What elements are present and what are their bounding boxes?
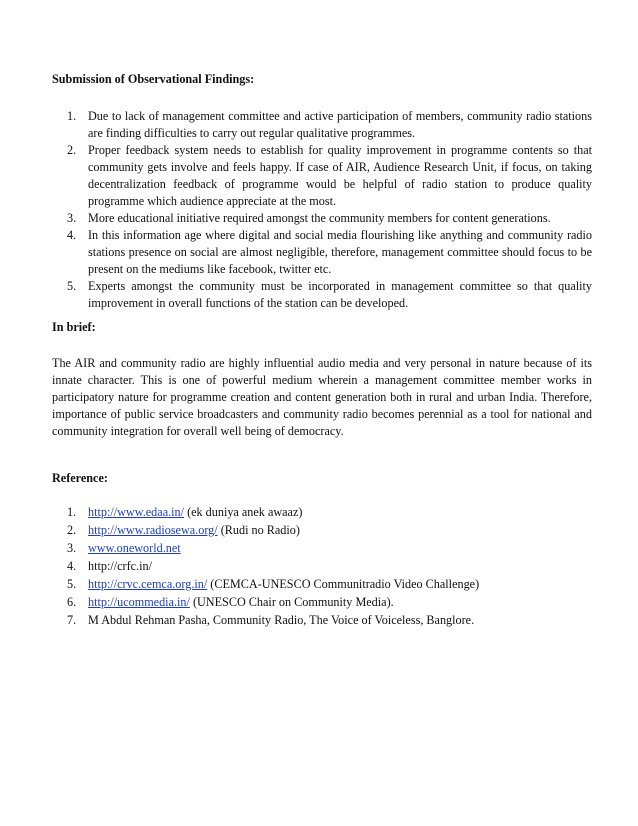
list-number: 6. bbox=[67, 595, 77, 609]
reference-item bbox=[52, 504, 592, 521]
reference-item bbox=[52, 522, 592, 539]
list-item bbox=[52, 227, 592, 278]
list-item-text: In this information age where digital and social media flourishing like anything and community radio stations presence on social are almost negligible, therefore, management committee should focus to be present on the mediums like facebook, twitter etc. bbox=[88, 228, 592, 276]
list-number: 1. bbox=[67, 505, 77, 519]
reference-note: (Rudi no Radio) bbox=[220, 523, 300, 537]
list-number: 5. bbox=[67, 279, 77, 293]
reference-link-radiosewa[interactable]: http://www.radiosewa.org/ bbox=[88, 523, 218, 537]
list-item-text: Due to lack of management committee and active participation of members, community radio stations are finding difficulties to carry out regular qualitative programmes. bbox=[88, 109, 592, 140]
list-item bbox=[52, 142, 592, 210]
reference-list bbox=[52, 504, 592, 630]
list-item bbox=[52, 108, 592, 142]
list-number: 4. bbox=[67, 559, 77, 573]
findings-heading: Submission of Observational Findings: bbox=[52, 72, 255, 86]
reference-link-oneworld[interactable]: www.oneworld.net bbox=[88, 541, 181, 555]
list-number: 7. bbox=[67, 613, 77, 627]
list-item bbox=[52, 210, 592, 227]
list-number: 3. bbox=[67, 211, 77, 225]
list-number: 2. bbox=[67, 143, 77, 157]
reference-note: (CEMCA-UNESCO Communitradio Video Challenge) bbox=[210, 577, 480, 591]
reference-item bbox=[52, 558, 592, 575]
reference-note: (ek duniya anek awaaz) bbox=[187, 505, 303, 519]
reference-item bbox=[52, 594, 592, 611]
reference-note: (UNESCO Chair on Community Media). bbox=[192, 595, 394, 609]
list-number: 3. bbox=[67, 541, 77, 555]
reference-text: http://crfc.in/ bbox=[88, 559, 152, 573]
list-number: 2. bbox=[67, 523, 77, 537]
list-number: 5. bbox=[67, 577, 77, 591]
reference-link-edaa[interactable]: http://www.edaa.in/ bbox=[88, 505, 185, 519]
list-item-text: Experts amongst the community must be incorporated in management committee so that quality improvement in overall functions of the station can be developed. bbox=[88, 279, 592, 310]
list-number: 4. bbox=[67, 228, 77, 242]
list-number: 1. bbox=[67, 109, 77, 123]
reference-link-ucommedia[interactable]: http://ucommedia.in/ bbox=[88, 595, 190, 609]
list-item bbox=[52, 278, 592, 312]
reference-link-crvc[interactable]: http://crvc.cemca.org.in/ bbox=[88, 577, 208, 591]
reference-text: M Abdul Rehman Pasha, Community Radio, The Voice of Voiceless, Banglore. bbox=[88, 613, 475, 627]
brief-paragraph: The AIR and community radio are highly influential audio media and very personal in nature because of its innate character. This is one of powerful medium wherein a management committee member works in participatory nature for programme creation and content generation both in rural and urban India. Therefore, importance of public service broadcasters and community radio becomes perennial as a tool for national and community integration for overall well being of democracy. bbox=[52, 356, 592, 438]
findings-list bbox=[52, 108, 592, 312]
list-item-text: More educational initiative required amongst the community members for content generations. bbox=[88, 211, 551, 225]
list-item-text: Proper feedback system needs to establish for quality improvement in programme contents so that community gets involve and feels happy. If case of AIR, Audience Research Unit, if focus, on taking decentralization feedback of programme would be helpful of radio station to produce quality programme which audience appreciate at the most. bbox=[88, 143, 592, 208]
reference-item bbox=[52, 612, 592, 629]
reference-heading: Reference: bbox=[52, 471, 108, 485]
reference-item bbox=[52, 576, 592, 593]
brief-heading: In brief: bbox=[52, 320, 96, 334]
reference-item bbox=[52, 540, 592, 557]
